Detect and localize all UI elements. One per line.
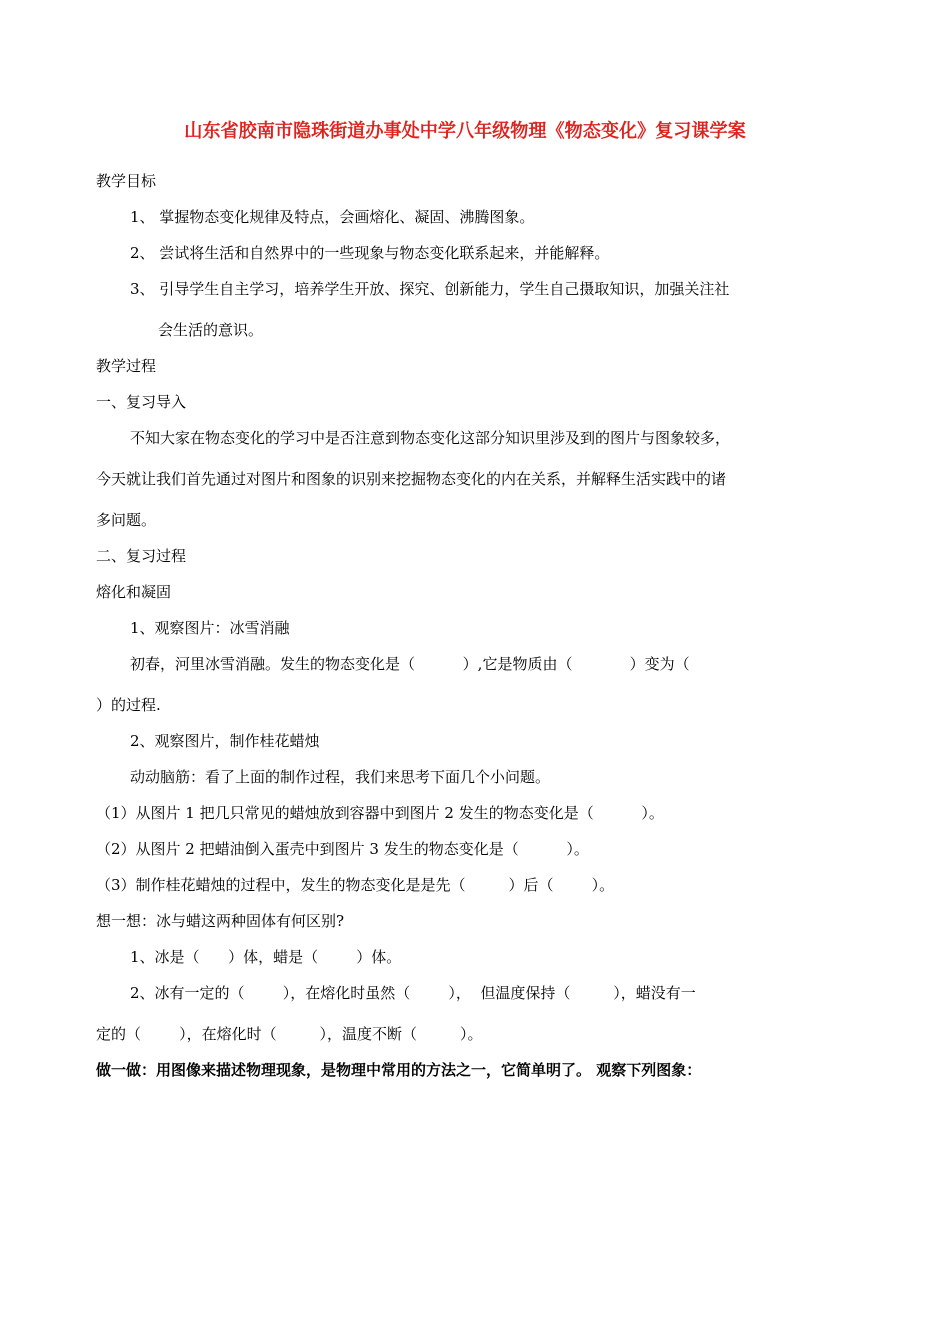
observe-question-cont: ）的过程. — [96, 696, 161, 714]
compare-item-2-cont: 定的（ ），在熔化时（ ），温度不断（ ）。 — [96, 1025, 483, 1043]
think-prompt: 动动脑筋：看了上面的制作过程，我们来思考下面几个小问题。 — [130, 768, 551, 786]
objective-item-1: 1、 掌握物态变化规律及特点，会画熔化、凝固、沸腾图象。 — [130, 208, 535, 226]
compare-item-2: 2、冰有一定的（ ），在熔化时虽然（ ）， 但温度保持（ ），蜡没有一 — [130, 984, 696, 1002]
observe-item-1: 1、观察图片：冰雪消融 — [130, 619, 290, 637]
question-1: （1）从图片 1 把几只常见的蜡烛放到容器中到图片 2 发生的物态变化是（ ）。 — [96, 804, 664, 822]
intro-paragraph-line: 今天就让我们首先通过对图片和图象的识别来挖掘物态变化的内在关系，并解释生活实践中的诸 — [96, 470, 727, 488]
objectives-heading: 教学目标 — [96, 172, 157, 190]
objective-item-2: 2、 尝试将生活和自然界中的一些现象与物态变化联系起来，并能解释。 — [130, 244, 610, 262]
compare-heading: 想一想：冰与蜡这两种固体有何区别? — [96, 912, 345, 930]
objective-item-3-cont: 会生活的意识。 — [158, 321, 264, 339]
review-heading: 二、复习过程 — [96, 547, 187, 565]
objective-item-3: 3、 引导学生自主学习，培养学生开放、探究、创新能力，学生自己摄取知识，加强关注社 — [130, 280, 730, 298]
question-2: （2）从图片 2 把蜡油倒入蛋壳中到图片 3 发生的物态变化是（ ）。 — [96, 840, 589, 858]
document-title: 山东省胶南市隐珠街道办事处中学八年级物理《物态变化》复习课学案 — [184, 121, 746, 142]
intro-heading: 一、复习导入 — [96, 393, 187, 411]
observe-question: 初春，河里冰雪消融。发生的物态变化是（ ）,它是物质由（ ）变为（ — [130, 655, 690, 673]
melt-heading: 熔化和凝固 — [96, 583, 172, 601]
process-heading: 教学过程 — [96, 357, 157, 375]
intro-paragraph-line: 多问题。 — [96, 511, 157, 529]
question-3: （3）制作桂花蜡烛的过程中，发生的物态变化是是先（ ）后（ ）。 — [96, 876, 615, 894]
observe-item-2: 2、观察图片，制作桂花蜡烛 — [130, 732, 320, 750]
compare-item-1: 1、冰是（ ）体，蜡是（ ）体。 — [130, 948, 402, 966]
do-it-instruction: 做一做：用图像来描述物理现象，是物理中常用的方法之一，它简单明了。 观察下列图象： — [96, 1061, 702, 1079]
intro-paragraph-line: 不知大家在物态变化的学习中是否注意到物态变化这部分知识里涉及到的图片与图象较多， — [130, 429, 731, 447]
